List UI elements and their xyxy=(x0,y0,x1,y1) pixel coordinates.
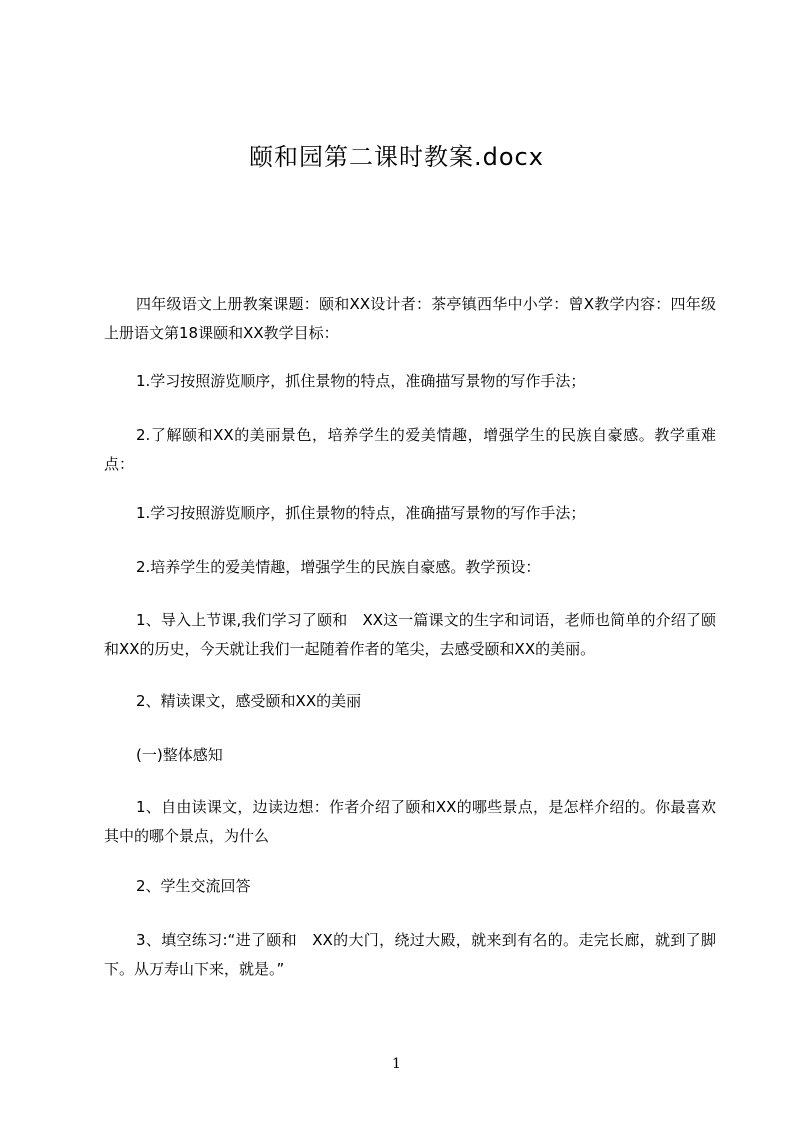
paragraph-key-point-2: 2.培养学生的爱美情趣，增强学生的民族自豪感。教学预设： xyxy=(136,558,541,576)
paragraph-close-reading: 2、精读课文，感受颐和XX的美丽 xyxy=(136,692,362,710)
paragraph-key-point-1: 1.学习按照游览顺序，抓住景物的特点，准确描写景物的写作手法； xyxy=(136,504,586,522)
paragraph-free-reading: 1、自由读课文，边读边想：作者介绍了颐和XX的哪些景点，是怎样介绍的。你最喜欢其中的哪个景点，为什么 xyxy=(104,798,716,845)
document-title: 颐和园第二课时教案.docx xyxy=(249,143,544,171)
paragraph-goal-2: 2.了解颐和XX的美丽景色，培养学生的爱美情趣，增强学生的民族自豪感。教学重难点： xyxy=(104,426,716,473)
paragraph-student-discussion: 2、学生交流回答 xyxy=(136,877,251,895)
paragraph-course-info: 四年级语文上册教案课题：颐和XX设计者：茶亭镇西华中小学：曾X教学内容：四年级上册语文第18课颐和XX教学目标： xyxy=(104,295,716,342)
paragraph-goal-1: 1.学习按照游览顺序，抓住景物的特点，准确描写景物的写作手法； xyxy=(136,372,586,390)
paragraph-fill-in-exercise: 3、填空练习:“进了颐和 XX的大门，绕过大殿，就来到有名的。走完长廊，就到了脚下。从万寿山下来，就是。” xyxy=(104,931,716,978)
page-number: 1 xyxy=(392,1056,401,1072)
paragraph-overall-perception: (一)整体感知 xyxy=(136,746,223,764)
paragraph-introduction: 1、导入上节课,我们学习了颐和 XX这一篇课文的生字和词语，老师也简单的介绍了颐和XX的历史，今天就让我们一起随着作者的笔尖，去感受颐和XX的美丽。 xyxy=(104,611,716,658)
